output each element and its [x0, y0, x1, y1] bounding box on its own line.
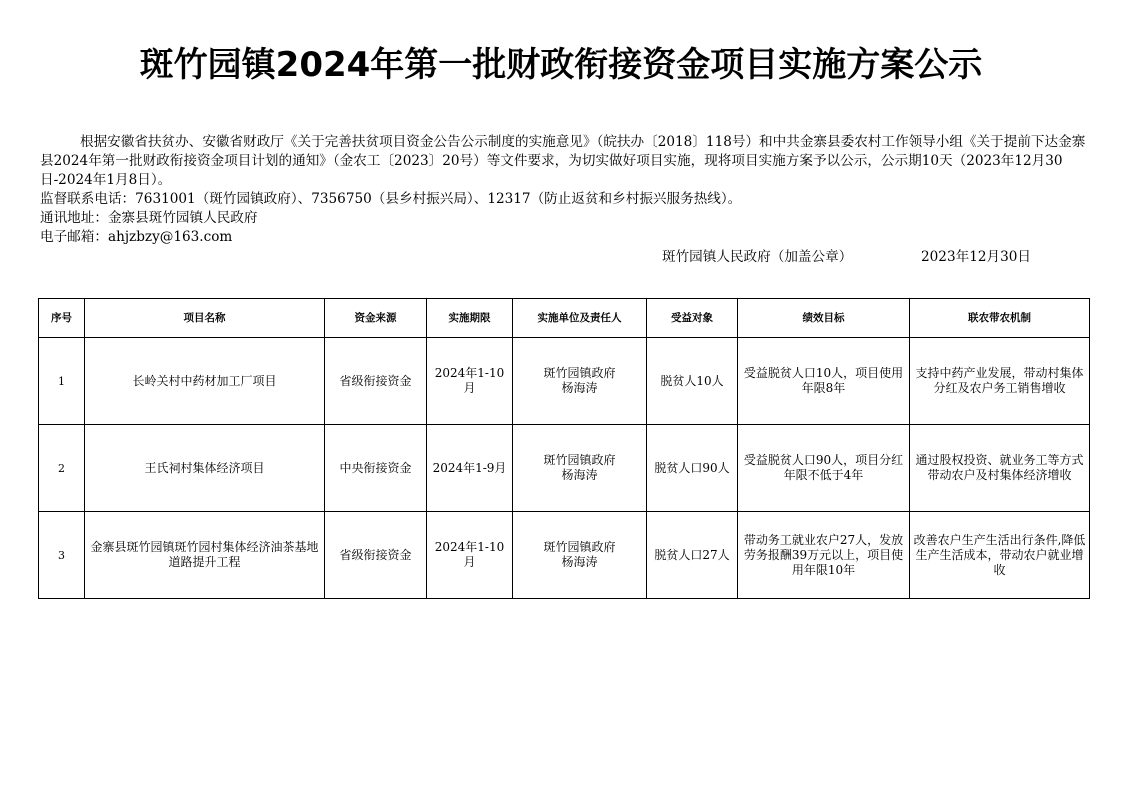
cell-fund-source: 省级衔接资金: [325, 338, 427, 425]
table-header-row: [39, 299, 1090, 338]
header-project-name: 项目名称: [85, 299, 325, 338]
supervision-phone: 监督联系电话：7631001（斑竹园镇政府）、7356750（县乡村振兴局）、12317（防止返贫和乡村振兴服务热线）。: [40, 191, 742, 207]
unit-name: 斑竹园镇政府: [543, 540, 616, 554]
cell-unit: [513, 425, 647, 512]
header-beneficiary: 受益对象: [647, 299, 738, 338]
mailing-address: 通讯地址：金寨县斑竹园镇人民政府: [40, 210, 258, 226]
unit-name: 斑竹园镇政府: [543, 366, 616, 380]
header-period: 实施期限: [427, 299, 513, 338]
cell-index: 1: [39, 338, 85, 425]
cell-index: 3: [39, 512, 85, 599]
cell-period: 2024年1-10月: [427, 338, 513, 425]
cell-unit: [513, 338, 647, 425]
cell-mechanism: 通过股权投资、就业务工等方式带动农户及村集体经济增收: [910, 425, 1090, 512]
signature-date: 2023年12月30日: [921, 249, 1031, 265]
header-goal: 绩效目标: [738, 299, 910, 338]
cell-goal: 带动务工就业农户27人，发放劳务报酬39万元以上，项目使用年限10年: [738, 512, 910, 599]
cell-period: 2024年1-10月: [427, 512, 513, 599]
cell-beneficiary: 脱贫人口27人: [647, 512, 738, 599]
signature-org: 斑竹园镇人民政府（加盖公章）: [662, 249, 853, 265]
cell-unit: [513, 512, 647, 599]
notice-paragraph: 根据安徽省扶贫办、安徽省财政厅《关于完善扶贫项目资金公告公示制度的实施意见》（皖扶办〔2018〕118号）和中共金寨县委农村工作领导小组《关于提前下达金寨县2024年第一批财政衔接资金项目计划的通知》（金农工〔2023〕20号）等文件要求，为切实做好项目实施，现将项目实施方案予以公示，公示期10天（2023年12月30日-2024年1月8日）。: [40, 134, 1086, 188]
cell-project-name: 金寨县斑竹园镇斑竹园村集体经济油茶基地道路提升工程: [85, 512, 325, 599]
header-unit: 实施单位及责任人: [513, 299, 647, 338]
cell-mechanism: 支持中药产业发展，带动村集体分红及农户务工销售增收: [910, 338, 1090, 425]
table-row: [39, 338, 1090, 425]
header-mechanism: 联农带农机制: [910, 299, 1090, 338]
header-index: 序号: [39, 299, 85, 338]
responsible-person: 杨海涛: [561, 555, 598, 569]
cell-index: 2: [39, 425, 85, 512]
responsible-person: 杨海涛: [561, 468, 598, 482]
cell-goal: 受益脱贫人口90人，项目分红年限不低于4年: [738, 425, 910, 512]
page-title: 斑竹园镇2024年第一批财政衔接资金项目实施方案公示: [139, 45, 983, 85]
cell-goal: 受益脱贫人口10人，项目使用年限8年: [738, 338, 910, 425]
header-fund-source: 资金来源: [325, 299, 427, 338]
email-address: 电子邮箱：ahjzbzy@163.com: [40, 229, 233, 245]
cell-project-name: 王氏祠村集体经济项目: [85, 425, 325, 512]
cell-fund-source: 中央衔接资金: [325, 425, 427, 512]
unit-name: 斑竹园镇政府: [543, 453, 616, 467]
cell-beneficiary: 脱贫人口90人: [647, 425, 738, 512]
cell-project-name: 长岭关村中药材加工厂项目: [85, 338, 325, 425]
cell-fund-source: 省级衔接资金: [325, 512, 427, 599]
table-row: [39, 512, 1090, 599]
cell-period: 2024年1-9月: [427, 425, 513, 512]
table-row: [39, 425, 1090, 512]
cell-beneficiary: 脱贫人10人: [647, 338, 738, 425]
notice-body: [40, 133, 1090, 247]
cell-mechanism: 改善农户生产生活出行条件,降低生产生活成本，带动农户就业增收: [910, 512, 1090, 599]
project-table: [38, 298, 1090, 599]
responsible-person: 杨海涛: [561, 381, 598, 395]
